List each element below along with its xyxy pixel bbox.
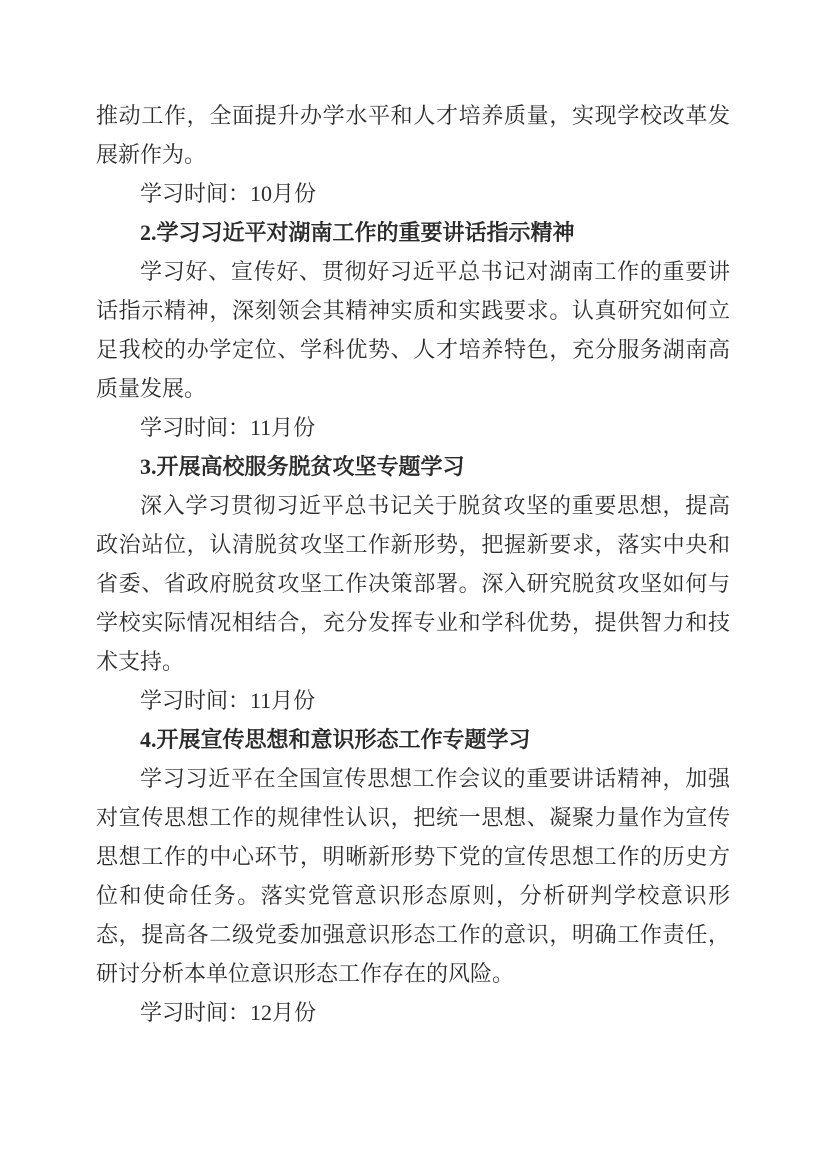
body-paragraph-continuation: 推动工作，全面提升办学水平和人才培养质量，实现学校改革发展新作为。: [96, 103, 730, 167]
study-time-line: 学习时间：11月份: [140, 415, 316, 440]
document-body: [96, 96, 730, 1032]
body-paragraph: 学习好、宣传好、贯彻好习近平总书记对湖南工作的重要讲话指示精神，深刻领会其精神实质和实践要求。认真研究如何立足我校的办学定位、学科优势、人才培养特色，充分服务湖南高质量发展。: [96, 259, 730, 401]
section-heading: 2.学习习近平对湖南工作的重要讲话指示精神: [140, 220, 575, 245]
body-paragraph: 深入学习贯彻习近平总书记关于脱贫攻坚的重要思想，提高政治站位，认清脱贫攻坚工作新形势，把握新要求，落实中央和省委、省政府脱贫攻坚工作决策部署。深入研究脱贫攻坚如何与学校实际情况相结合，充分发挥专业和学科优势，提供智力和技术支持。: [96, 493, 730, 674]
section-heading: 3.开展高校服务脱贫攻坚专题学习: [140, 454, 465, 479]
section-heading: 4.开展宣传思想和意识形态工作专题学习: [140, 727, 531, 752]
body-paragraph: 学习习近平在全国宣传思想工作会议的重要讲话精神，加强对宣传思想工作的规律性认识，把统一思想、凝聚力量作为宣传思想工作的中心环节，明晰新形势下党的宣传思想工作的历史方位和使命任务。落实党管意识形态原则，分析研判学校意识形态，提高各二级党委加强意识形态工作的意识，明确工作责任，研讨分析本单位意识形态工作存在的风险。: [96, 766, 730, 986]
study-time-line: 学习时间：10月份: [140, 181, 317, 206]
study-time-line: 学习时间：12月份: [140, 1000, 317, 1025]
study-time-line: 学习时间：11月份: [140, 688, 316, 713]
